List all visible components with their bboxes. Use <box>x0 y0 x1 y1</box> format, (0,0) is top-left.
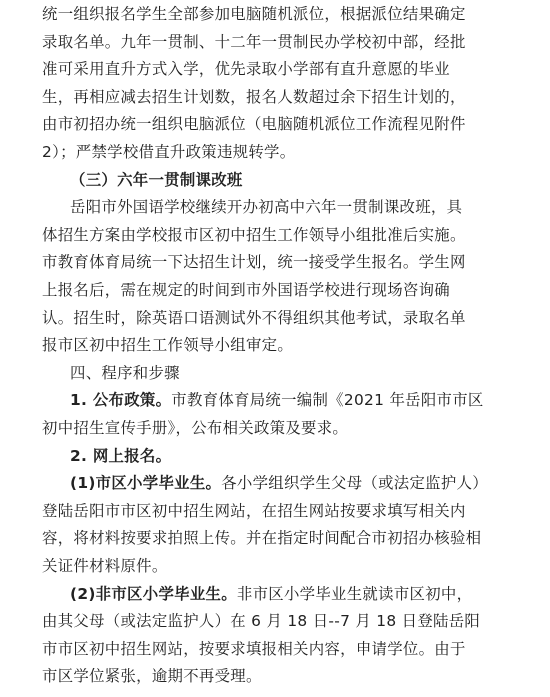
text-line <box>42 666 550 686</box>
text-line <box>42 528 550 548</box>
line-text: 市教育体育局统一编制《2021 年岳阳市市区 <box>171 391 484 410</box>
line-text: 市教育体育局统一下达招生计划，统一接受学生报名。学生网 <box>42 253 466 272</box>
bold-lead: 1. 公布政策。 <box>70 391 172 410</box>
text-line <box>42 32 550 52</box>
text-line <box>42 114 550 134</box>
text-line <box>42 280 550 300</box>
line-text: 岳阳市外国语学校继续开办初高中六年一贯制课改班，具 <box>70 198 463 217</box>
line-text: 登陆岳阳市市区初中招生网站，在招生网站按要求填写相关内 <box>42 501 466 520</box>
line-text: 统一组织报名学生全部参加电脑随机派位，根据派位结果确定 <box>42 5 466 23</box>
heading-text: 四、程序和步骤 <box>70 363 180 382</box>
line-text: 初中招生宣传手册》，公布相关政策及要求。 <box>42 419 349 437</box>
line-text: 准可采用直升方式入学，优先录取小学部有直升意愿的毕业 <box>42 60 450 79</box>
text-line <box>42 59 550 79</box>
section-heading <box>70 363 550 383</box>
text-line <box>42 308 550 328</box>
text-line <box>42 611 550 631</box>
line-text: 由其父母（或法定监护人）在 6 月 18 日--7 月 18 日登陆岳阳 <box>42 612 481 631</box>
bold-lead: (2)非市区小学毕业生。 <box>70 584 237 603</box>
line-text: 录取名单。九年一贯制、十二年一贯制民办学校初中部，经批 <box>42 32 466 51</box>
text-line <box>70 390 550 410</box>
text-line <box>70 584 550 604</box>
line-text: 由市初招办统一组织电脑派位（电脑随机派位工作流程见附件 <box>42 115 466 134</box>
text-line <box>42 142 550 162</box>
text-line <box>42 252 550 272</box>
heading-text: 2. 网上报名。 <box>70 446 172 465</box>
section-heading <box>70 170 550 190</box>
text-line <box>42 418 550 438</box>
line-text: 认。招生时，除英语口语测试外不得组织其他考试，录取名单 <box>42 308 466 327</box>
line-text: 上报名后，需在规定的时间到市外国语学校进行现场咨询确 <box>42 281 450 299</box>
text-line <box>42 87 550 107</box>
text-line <box>70 197 550 217</box>
section-heading <box>70 446 550 466</box>
heading-text: （三）六年一贯制课改班 <box>70 170 243 189</box>
line-text: 报市区初中招生工作领导小组审定。 <box>42 336 294 355</box>
text-line <box>42 639 550 659</box>
text-line <box>70 473 550 493</box>
text-line <box>42 335 550 355</box>
line-text: 市区学位紧张，逾期不再受理。 <box>42 667 262 686</box>
text-line <box>42 225 550 245</box>
line-text: 生，再相应减去招生计划数，报名人数超过余下招生计划的， <box>42 87 466 106</box>
text-line <box>42 556 550 576</box>
bold-lead: (1)市区小学毕业生。 <box>70 474 222 493</box>
line-text: 市市区初中招生网站，按要求填报相关内容，申请学位。由于 <box>42 639 466 658</box>
line-text: 各小学组织学生父母（或法定监护人） <box>221 474 488 493</box>
line-text: 容，将材料按要求拍照上传。并在指定时间配合市初招办核验相 <box>42 529 482 548</box>
line-text: 体招生方案由学校报市区初中招生工作领导小组批准后实施。 <box>42 225 466 244</box>
text-line <box>42 501 550 521</box>
text-line <box>42 4 550 24</box>
line-text: 2）；严禁学校借直升政策违规转学。 <box>42 143 296 161</box>
line-text: 关证件材料原件。 <box>42 557 168 575</box>
line-text: 非市区小学毕业生就读市区初中， <box>236 584 473 603</box>
